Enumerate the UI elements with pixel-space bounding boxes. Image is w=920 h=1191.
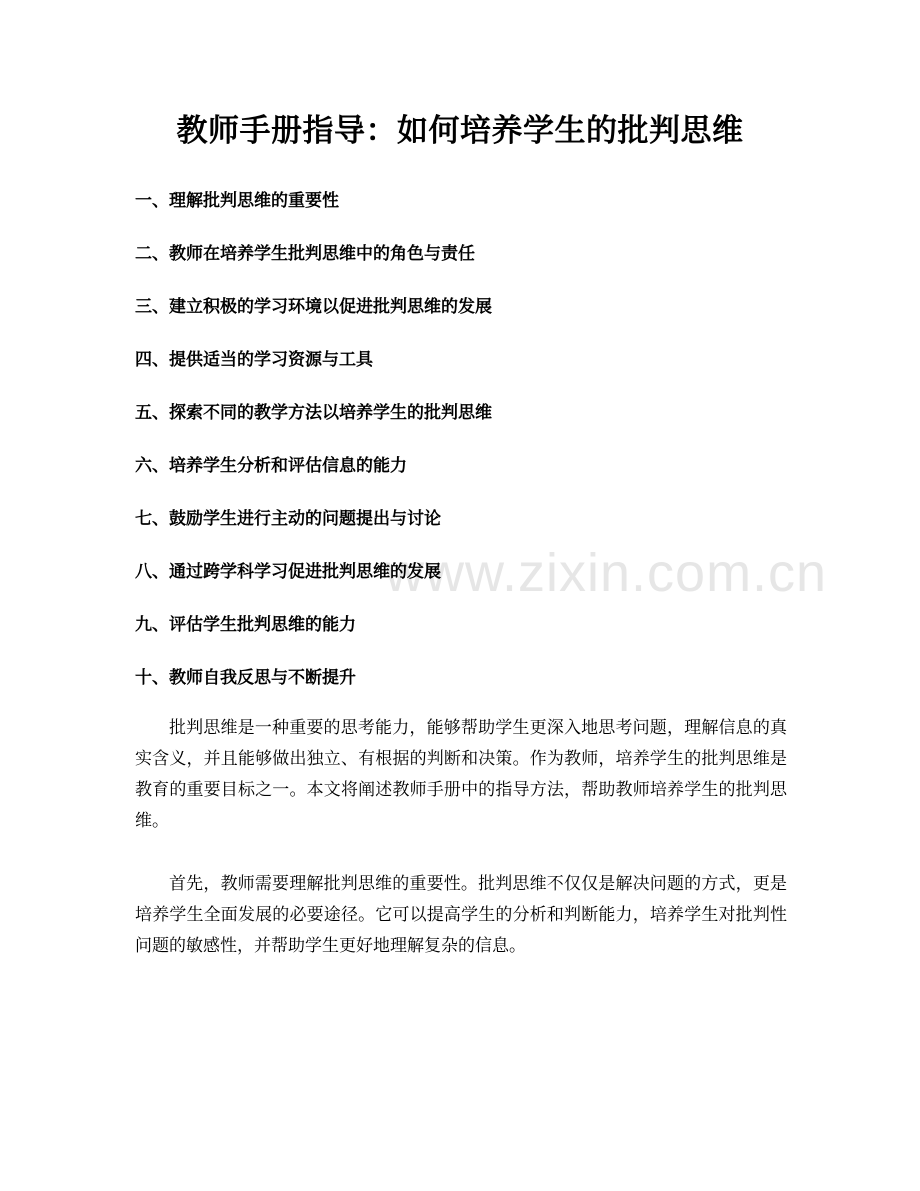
section-heading-9: 九、评估学生批判思维的能力 (135, 615, 356, 635)
section-heading-list (135, 183, 795, 713)
section-heading-2: 二、教师在培养学生批判思维中的角色与责任 (135, 244, 475, 264)
intro-paragraph: 批判思维是一种重要的思考能力，能够帮助学生更深入地思考问题，理解信息的真实含义，并且能够做出独立、有根据的判断和决策。作为教师，培养学生的批判思维是教育的重要目标之一。本文将阐述教师手册中的指导方法，帮助教师培养学生的批判思维。 (135, 718, 787, 831)
section-heading-8: 八、通过跨学科学习促进批判思维的发展 (135, 562, 441, 582)
body-paragraph: 首先，教师需要理解批判思维的重要性。批判思维不仅仅是解决问题的方式，更是培养学生全面发展的必要途径。它可以提高学生的分析和判断能力，培养学生对批判性问题的敏感性，并帮助学生更好地理解复杂的信息。 (135, 874, 787, 956)
section-heading-6: 六、培养学生分析和评估信息的能力 (135, 456, 407, 476)
section-heading-7: 七、鼓励学生进行主动的问题提出与讨论 (135, 509, 441, 529)
document-title: 教师手册指导：如何培养学生的批判思维 (176, 113, 744, 149)
section-heading-1: 一、理解批判思维的重要性 (135, 191, 339, 211)
section-heading-10: 十、教师自我反思与不断提升 (135, 668, 356, 688)
watermark: www.zixin.com.cn (385, 543, 828, 603)
section-heading-5: 五、探索不同的教学方法以培养学生的批判思维 (135, 403, 492, 423)
section-heading-3: 三、建立积极的学习环境以促进批判思维的发展 (135, 297, 492, 317)
section-heading-4: 四、提供适当的学习资源与工具 (135, 350, 373, 370)
